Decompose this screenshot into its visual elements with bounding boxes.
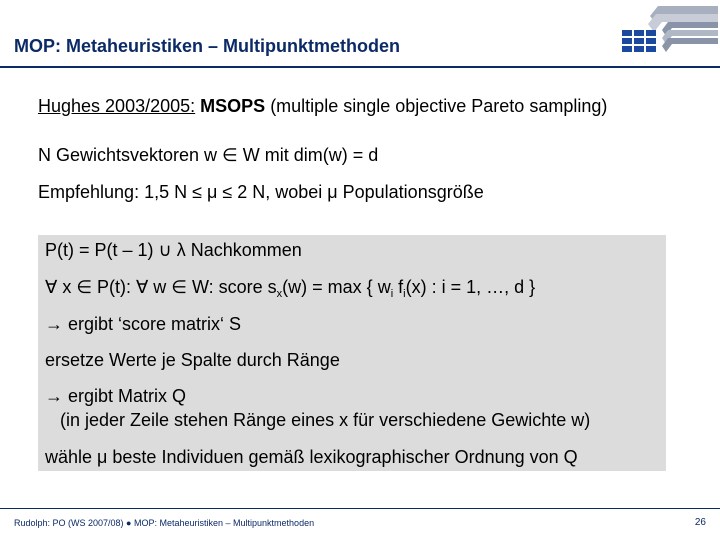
weight-vectors-line: N Gewichtsvektoren w ∈ W mit dim(w) = d — [38, 145, 379, 165]
box-line-score-matrix: → ergibt ‘score matrix‘ S — [45, 314, 242, 334]
box-line-rows-explanation: (in jeder Zeile stehen Ränge eines x für verschiedene Gewichte w) — [45, 410, 591, 430]
footer-rule — [0, 508, 720, 509]
page-number: 26 — [694, 517, 706, 528]
box-line-score — [45, 277, 535, 300]
footer-text: Rudolph: PO (WS 2007/08) ● MOP: Metaheuristiken – Multipunktmethoden — [14, 518, 315, 528]
header-rule — [0, 66, 720, 68]
score-text-c: f — [393, 277, 404, 297]
score-sub-x: x — [276, 288, 283, 300]
box-line-matrix-q: → ergibt Matrix Q — [45, 386, 187, 406]
reference-label: Hughes 2003/2005: — [38, 96, 196, 116]
reference-description: (multiple single objective Pareto sampling) — [270, 96, 608, 116]
score-text-b: (w) = max { w — [282, 277, 391, 297]
score-sub-i1: i — [390, 288, 394, 300]
reference-method: MSOPS — [200, 96, 266, 116]
slide-title: MOP: Metaheuristiken – Multipunktmethoden — [14, 36, 401, 56]
score-sub-i2: i — [403, 288, 406, 300]
box-line-selection: wähle μ beste Individuen gemäß lexikographischer Ordnung von Q — [45, 447, 578, 467]
box-line-ranks: ersetze Werte je Spalte durch Ränge — [45, 350, 340, 370]
recommendation-line: Empfehlung: 1,5 N ≤ μ ≤ 2 N, wobei μ Populationsgröße — [38, 182, 484, 202]
reference-line — [38, 96, 607, 117]
university-logo-icon — [620, 2, 718, 62]
score-text-d: (x) : i = 1, …, d } — [405, 277, 536, 297]
score-text-a: ∀ x ∈ P(t): ∀ w ∈ W: score s — [45, 277, 277, 297]
box-line-offspring: P(t) = P(t – 1) ∪ λ Nachkommen — [45, 240, 302, 260]
